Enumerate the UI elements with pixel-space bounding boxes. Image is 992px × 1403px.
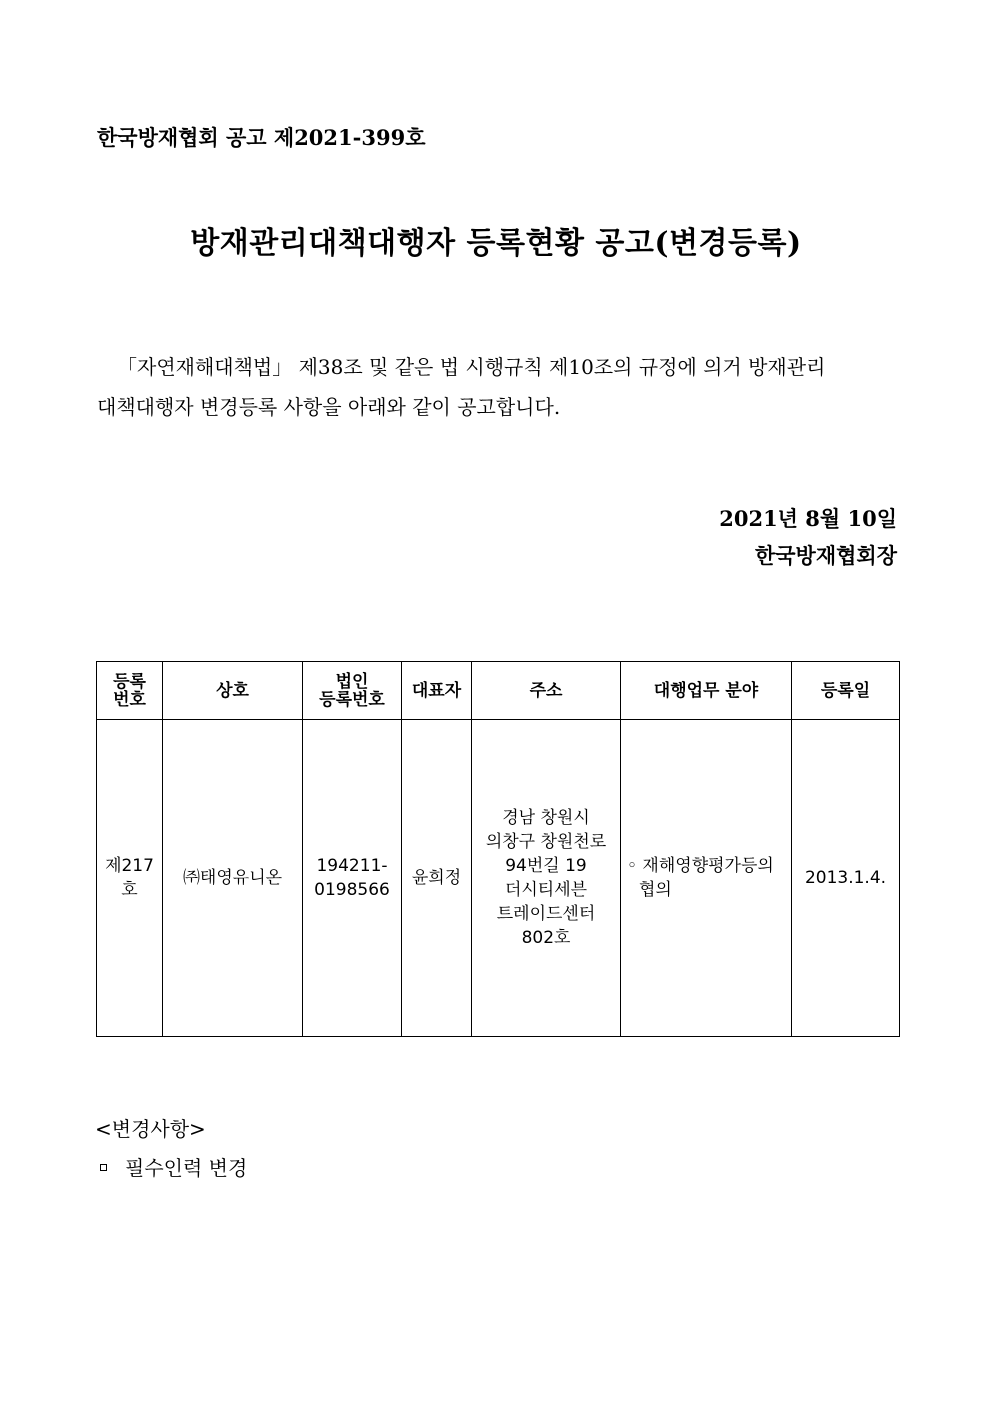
table-header-row (97, 662, 900, 720)
header-corp-no-line1: 법인 (335, 671, 369, 692)
address-line4: 더시티세븐 (504, 880, 588, 900)
header-reg-no (97, 662, 163, 720)
notice-number: 한국방재협회 공고 제2021-399호 (97, 125, 426, 150)
changes-title: <변경사항> (95, 1117, 206, 1141)
document-title: 방재관리대책대행자 등록현황 공고(변경등록) (190, 226, 802, 261)
registration-table (96, 661, 900, 1037)
header-corp-no (303, 662, 402, 720)
header-reg-no-line1: 등록 (113, 671, 146, 692)
cell-address (472, 720, 621, 1037)
header-field: 대행업무 분야 (621, 662, 792, 720)
address-line5: 트레이드센터 (496, 904, 596, 924)
cell-representative: 윤희정 (402, 720, 472, 1037)
header-corp-no-line2: 등록번호 (319, 689, 385, 710)
change-item-text: 필수인력 변경 (125, 1156, 248, 1180)
header-address: 주소 (472, 662, 621, 720)
body-line-2: 대책대행자 변경등록 사항을 아래와 같이 공고합니다. (97, 395, 561, 419)
cell-company: ㈜태영유니온 (163, 720, 303, 1037)
field-line2: 협의 (639, 880, 672, 900)
cell-reg-no: 제217호 (97, 720, 163, 1037)
address-line3: 94번길 19 (505, 856, 587, 876)
cell-corp-no (303, 720, 402, 1037)
change-item (100, 1152, 247, 1181)
notice-body (97, 347, 897, 427)
signer: 한국방재협회장 (754, 543, 897, 568)
field-line1: ◦ 재해영향평가등의 (627, 856, 774, 876)
address-line1: 경남 창원시 (502, 808, 590, 828)
square-bullet-icon (100, 1164, 107, 1171)
corp-no-line1: 194211- (316, 856, 388, 876)
body-line-1: 「자연재해대책법」 제38조 및 같은 법 시행규칙 제10조의 규정에 의거 방재관리 (117, 355, 826, 379)
address-line2: 의창구 창원천로 (485, 832, 607, 852)
corp-no-line2: 0198566 (314, 880, 390, 900)
address-line6: 802호 (521, 928, 571, 948)
notice-date: 2021년 8월 10일 (719, 506, 897, 531)
header-representative: 대표자 (402, 662, 472, 720)
table-row (97, 720, 900, 1037)
header-reg-no-line2: 번호 (113, 689, 146, 710)
cell-reg-date: 2013.1.4. (792, 720, 900, 1037)
header-company: 상호 (163, 662, 303, 720)
header-reg-date: 등록일 (792, 662, 900, 720)
cell-field (621, 720, 792, 1037)
